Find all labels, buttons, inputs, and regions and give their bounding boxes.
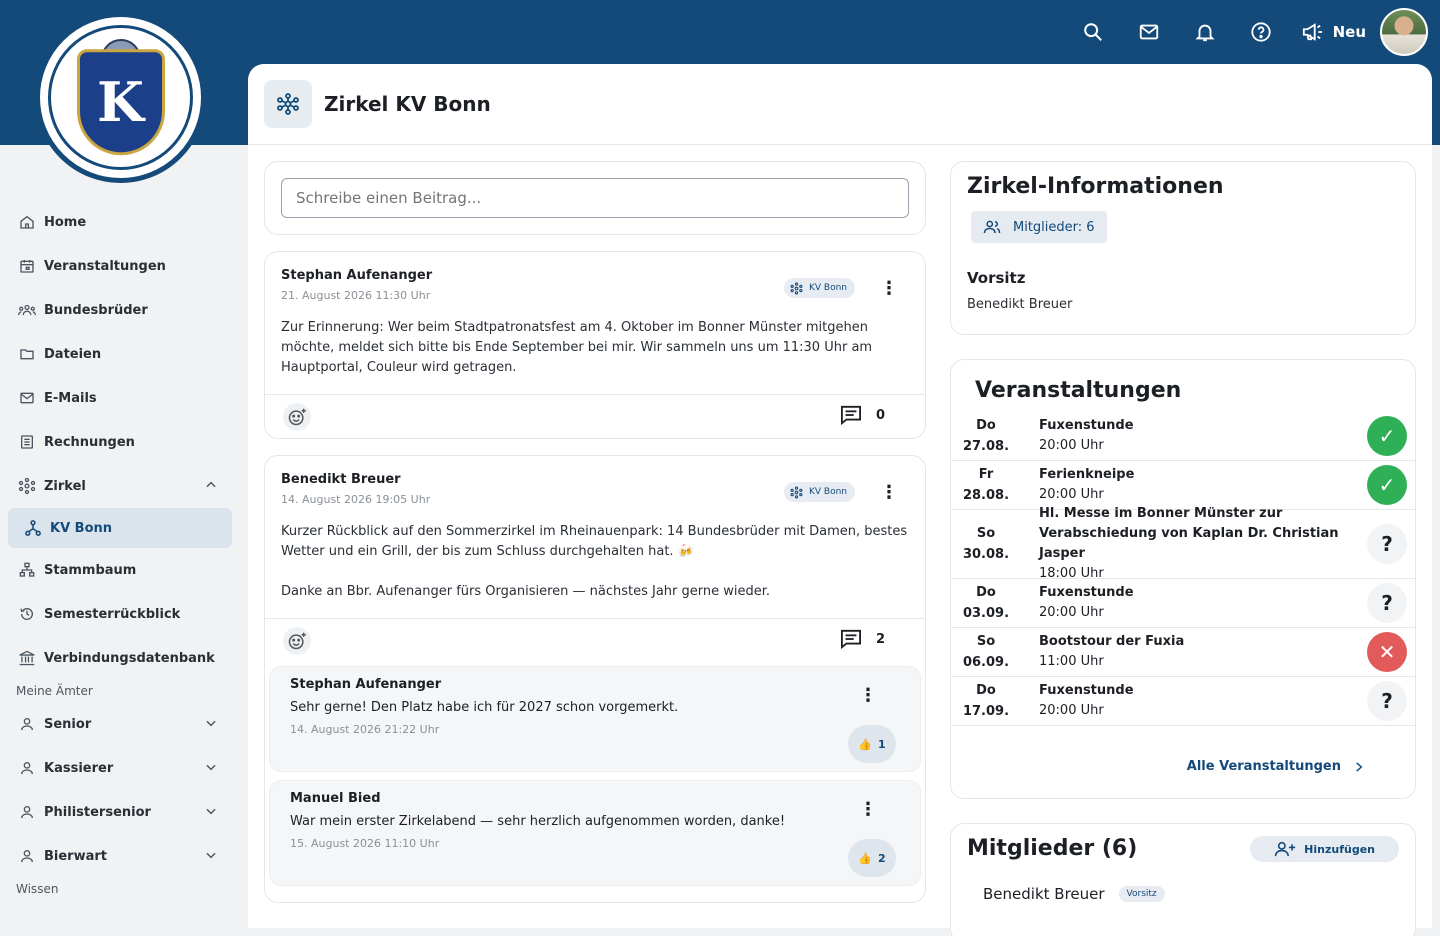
sidebar-item-zirkel[interactable] [0, 464, 248, 508]
comment-text: War mein erster Zirkelabend — sehr herzlich aufgenommen worden, danke! [290, 814, 786, 829]
event-row[interactable] [951, 677, 1415, 726]
event-date [951, 523, 1021, 565]
sidebar-item-brothers[interactable] [0, 288, 248, 332]
event-row[interactable] [951, 461, 1415, 510]
all-events-label: Alle Veranstaltungen [1186, 759, 1341, 774]
post-header [265, 252, 925, 302]
right-column [950, 161, 1416, 936]
section-my-offices: Meine Ämter [16, 684, 93, 698]
comment-count-button[interactable] [840, 405, 885, 425]
comment-card [269, 780, 921, 886]
network-icon [790, 282, 803, 295]
people-icon [983, 219, 1001, 235]
rsvp-status-button[interactable]: ? [1367, 524, 1407, 564]
sidebar-item-label: E-Mails [44, 390, 97, 406]
help-icon[interactable] [1233, 8, 1289, 56]
person-icon [18, 847, 36, 865]
rsvp-status-button[interactable]: ? [1367, 681, 1407, 721]
post-paragraph: Danke an Bbr. Aufenanger fürs Organisieren — nächstes Jahr gerne wieder. [281, 584, 771, 599]
like-count: 1 [878, 737, 886, 751]
post-date: 21. August 2026 11:30 Uhr [281, 289, 431, 302]
post-body: Zur Erinnerung: Wer beim Stadtpatronatsfest am 4. Oktober im Bonner Münster mitgehen möchte, meldet sich bitte bis Ende September bei mir. Wir sammeln uns um 11:30 Uhr am Hauptportal, Couleur wird getragen. [281, 320, 873, 375]
like-reaction-button[interactable] [848, 839, 896, 877]
events-title: Veranstaltungen [975, 378, 1182, 403]
top-actions [1065, 8, 1428, 56]
event-weekday: Do [976, 683, 996, 698]
thumbs-up-icon: 👍 [858, 737, 873, 751]
home-icon [18, 213, 36, 231]
event-date [951, 631, 1021, 673]
sidebar-item-files[interactable] [0, 332, 248, 376]
members-card [950, 823, 1416, 936]
sidebar-item-senior[interactable] [0, 702, 248, 746]
rsvp-status-button[interactable]: ✕ [1367, 632, 1407, 672]
like-count: 2 [878, 851, 886, 865]
crest-letter: K [97, 69, 144, 134]
calendar-icon [18, 257, 36, 275]
news-button[interactable] [1301, 22, 1366, 42]
sidebar-item-database[interactable] [0, 636, 248, 680]
sidebar-item-bierwart[interactable] [0, 834, 248, 878]
event-row[interactable] [951, 628, 1415, 677]
user-avatar[interactable] [1380, 8, 1428, 56]
event-info [1039, 583, 1369, 623]
comment-date: 14. August 2026 21:22 Uhr [290, 723, 440, 736]
member-name: Benedikt Breuer [983, 885, 1105, 903]
event-time: 18:00 Uhr [1039, 566, 1104, 581]
more-options-icon[interactable]: ⋮ [880, 277, 898, 299]
megaphone-icon [1301, 22, 1323, 42]
events-card [950, 359, 1416, 799]
person-icon [18, 803, 36, 821]
post-feed [264, 161, 926, 903]
post-footer [265, 394, 925, 438]
bank-icon [18, 649, 36, 667]
event-day: 27.08. [962, 439, 1010, 454]
network-icon [18, 477, 36, 495]
sidebar-item-label: Home [44, 214, 87, 230]
event-weekday: Fr [978, 467, 994, 482]
more-options-icon[interactable]: ⋮ [859, 798, 877, 820]
event-time: 20:00 Uhr [1039, 605, 1104, 620]
members-title: Mitglieder (6) [967, 836, 1138, 861]
post-card [264, 251, 926, 439]
crest-emblem [77, 49, 165, 155]
sidebar-item-label: Kassierer [44, 760, 114, 776]
event-title: Fuxenstunde [1039, 683, 1134, 698]
more-options-icon[interactable]: ⋮ [859, 684, 877, 706]
add-member-label: Hinzufügen [1304, 842, 1375, 856]
comment-count: 0 [875, 407, 885, 423]
event-row[interactable] [951, 412, 1415, 461]
sidebar-item-home[interactable] [0, 200, 248, 244]
post-header [265, 456, 925, 506]
post-input[interactable] [281, 178, 909, 218]
bell-icon[interactable] [1177, 8, 1233, 56]
mail-icon [18, 389, 36, 407]
event-date [951, 464, 1021, 506]
event-date [951, 582, 1021, 624]
network-icon [790, 486, 803, 499]
sidebar-item-invoices[interactable] [0, 420, 248, 464]
history-icon [18, 605, 36, 623]
rsvp-status-button[interactable]: ✓ [1367, 416, 1407, 456]
post-author[interactable]: Stephan Aufenanger [281, 268, 433, 283]
post-date: 14. August 2026 19:05 Uhr [281, 493, 431, 506]
folder-icon [18, 345, 36, 363]
sidebar-item-semester-review[interactable] [0, 592, 248, 636]
event-info [1039, 465, 1369, 505]
event-day: 03.09. [962, 606, 1010, 621]
event-title: Fuxenstunde [1039, 585, 1134, 600]
like-reaction-button[interactable] [848, 725, 896, 763]
event-row[interactable] [951, 506, 1415, 581]
post-paragraph: Kurzer Rückblick auf den Sommerzirkel im Rheinauenpark: 14 Bundesbrüder mit Damen, bestes Wetter und ein Grill, der bis zum Schluss durchgehalten hat. 🍻 [281, 524, 908, 559]
sidebar-item-family-tree[interactable] [0, 548, 248, 592]
search-icon[interactable] [1065, 8, 1121, 56]
sidebar [0, 200, 248, 900]
zirkel-info-card [950, 161, 1416, 335]
event-info [1039, 681, 1369, 721]
smiley-plus-icon [287, 631, 307, 651]
event-list [951, 412, 1415, 726]
person-add-icon [1274, 840, 1296, 858]
chip-label: KV Bonn [808, 283, 847, 293]
members-count-label: Mitglieder: 6 [1013, 219, 1095, 235]
comment-card [269, 666, 921, 772]
main-panel [248, 64, 1432, 928]
sidebar-item-events[interactable] [0, 244, 248, 288]
sidebar-item-label: KV Bonn [50, 520, 113, 536]
chevron-down-icon[interactable] [204, 804, 218, 822]
sidebar-item-treasurer[interactable] [0, 746, 248, 790]
sidebar-item-label: Veranstaltungen [44, 258, 166, 274]
comment-author[interactable]: Manuel Bied [290, 791, 381, 806]
chevron-down-icon[interactable] [204, 760, 218, 778]
event-day: 06.09. [962, 655, 1010, 670]
invoice-icon [18, 433, 36, 451]
chevron-down-icon[interactable] [204, 716, 218, 734]
member-row[interactable] [967, 885, 1399, 903]
post-composer [264, 161, 926, 235]
network-small-icon [24, 519, 42, 537]
sidebar-item-philistersenior[interactable] [0, 790, 248, 834]
fraternity-logo[interactable] [35, 12, 206, 183]
event-weekday: So [976, 634, 996, 649]
event-time: 11:00 Uhr [1039, 654, 1104, 669]
role-badge: Vorsitz [1119, 886, 1165, 902]
event-title: Ferienkneipe [1039, 467, 1135, 482]
chair-label: Vorsitz [967, 269, 1026, 287]
page-header [248, 64, 1432, 145]
all-events-link[interactable] [1187, 759, 1365, 774]
thumbs-up-icon: 👍 [858, 851, 873, 865]
event-title: Bootstour der Fuxia [1039, 634, 1185, 649]
post-body [265, 506, 925, 618]
comment-date: 15. August 2026 11:10 Uhr [290, 837, 440, 850]
chevron-right-icon [1353, 760, 1365, 774]
event-info [1039, 504, 1369, 584]
info-title: Zirkel-Informationen [967, 174, 1224, 199]
zirkel-chip[interactable] [784, 482, 855, 502]
person-icon [18, 715, 36, 733]
person-icon [18, 759, 36, 777]
chair-name[interactable]: Benedikt Breuer [967, 297, 1073, 312]
event-day: 28.08. [962, 488, 1010, 503]
event-time: 20:00 Uhr [1039, 487, 1104, 502]
tree-icon [18, 561, 36, 579]
comment-count: 2 [875, 631, 885, 647]
event-info [1039, 632, 1369, 672]
sidebar-item-kv-bonn[interactable] [8, 508, 232, 548]
sidebar-item-label: Bundesbrüder [44, 302, 148, 318]
event-day: 17.09. [962, 704, 1010, 719]
section-knowledge: Wissen [16, 882, 59, 896]
event-title: Fuxenstunde [1039, 418, 1134, 433]
post-author[interactable]: Benedikt Breuer [281, 472, 401, 487]
members-count-badge[interactable] [971, 211, 1107, 243]
event-title: Hl. Messe im Bonner Münster zur Verabschiedung von Kaplan Dr. Christian Jasper [1039, 506, 1339, 561]
event-weekday: So [976, 526, 996, 541]
comment-author[interactable]: Stephan Aufenanger [290, 677, 442, 692]
event-weekday: Do [976, 418, 996, 433]
sidebar-item-label: Stammbaum [44, 562, 137, 578]
comment-icon [840, 629, 862, 649]
comment-count-button[interactable] [840, 629, 885, 649]
sidebar-item-label: Bierwart [44, 848, 108, 864]
news-label: Neu [1332, 23, 1366, 41]
add-reaction-button[interactable] [283, 403, 311, 431]
more-options-icon[interactable]: ⋮ [880, 481, 898, 503]
network-icon [264, 80, 312, 128]
post-card [264, 455, 926, 903]
event-weekday: Do [976, 585, 996, 600]
sidebar-item-emails[interactable] [0, 376, 248, 420]
chevron-up-icon[interactable] [204, 478, 218, 496]
sidebar-item-label: Semesterrückblick [44, 606, 181, 622]
sidebar-item-label: Dateien [44, 346, 102, 362]
page-title: Zirkel KV Bonn [324, 92, 491, 116]
add-member-button[interactable] [1250, 836, 1399, 862]
people-icon [18, 301, 36, 319]
event-time: 20:00 Uhr [1039, 703, 1104, 718]
mail-icon[interactable] [1121, 8, 1177, 56]
sidebar-item-label: Verbindungsdatenbank [44, 650, 215, 666]
sidebar-item-label: Zirkel [44, 478, 86, 494]
comment-text: Sehr gerne! Den Platz habe ich für 2027 schon vorgemerkt. [290, 700, 679, 715]
sidebar-item-label: Senior [44, 716, 92, 732]
event-row[interactable] [951, 579, 1415, 628]
chip-label: KV Bonn [808, 487, 847, 497]
sidebar-item-label: Rechnungen [44, 434, 135, 450]
event-date [951, 415, 1021, 457]
rsvp-status-button[interactable]: ? [1367, 583, 1407, 623]
rsvp-status-button[interactable]: ✓ [1367, 465, 1407, 505]
zirkel-chip[interactable] [784, 278, 855, 298]
sidebar-item-label: Philistersenior [44, 804, 151, 820]
event-info [1039, 416, 1369, 456]
chevron-down-icon[interactable] [204, 848, 218, 866]
event-day: 30.08. [962, 547, 1010, 562]
event-date [951, 680, 1021, 722]
add-reaction-button[interactable] [283, 627, 311, 655]
event-time: 20:00 Uhr [1039, 438, 1104, 453]
post-footer [265, 618, 925, 662]
smiley-plus-icon [287, 407, 307, 427]
comment-icon [840, 405, 862, 425]
